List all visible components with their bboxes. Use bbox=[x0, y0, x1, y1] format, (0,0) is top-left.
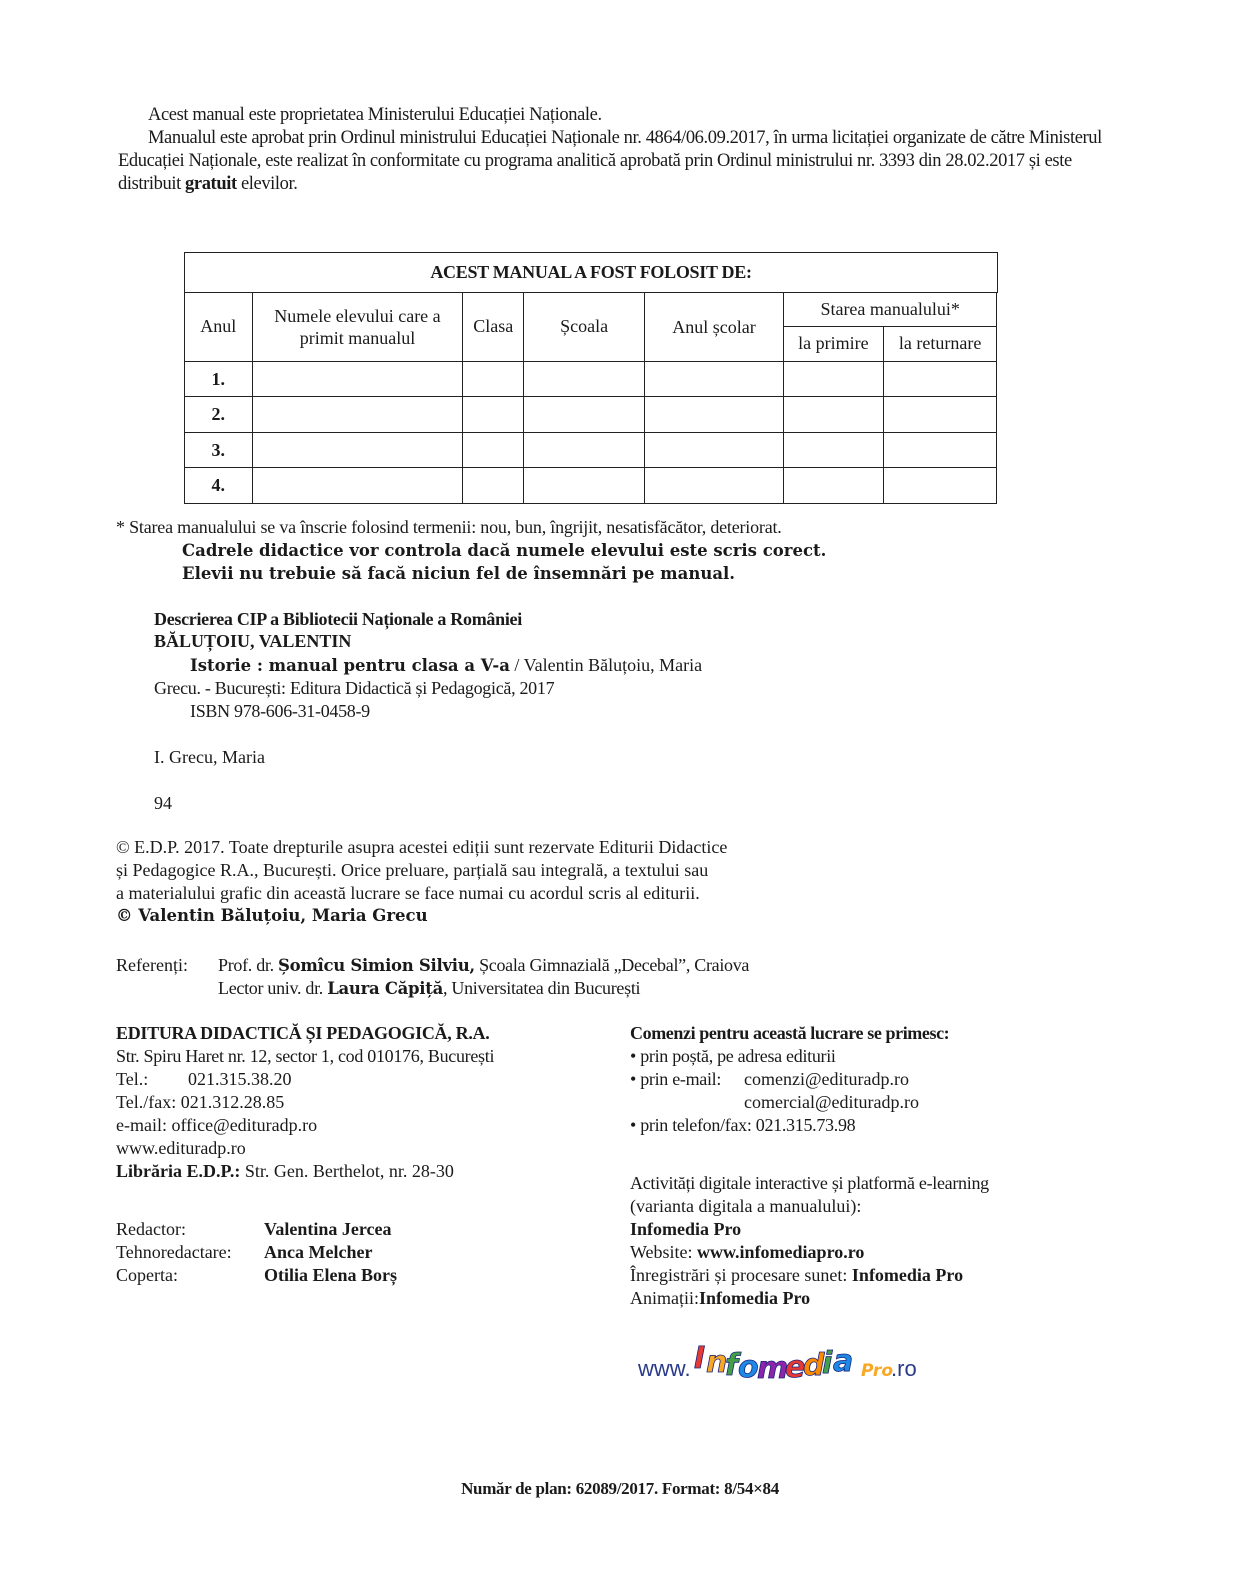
referee-1 bbox=[218, 954, 749, 977]
table-row bbox=[185, 397, 998, 433]
website-url[interactable]: www.infomediapro.ro bbox=[697, 1242, 865, 1262]
name-cell[interactable] bbox=[252, 468, 463, 504]
orders-email-label: • prin e-mail: bbox=[630, 1069, 722, 1089]
logo-letter: n bbox=[706, 1345, 728, 1380]
logo-letters bbox=[694, 1341, 853, 1386]
tehno-name: Anca Melcher bbox=[264, 1242, 373, 1262]
digital-audio bbox=[630, 1264, 963, 1286]
copyright-line-2: și Pedagogice R.A., București. Orice preluare, parțială sau integrală, a textului sau bbox=[116, 860, 709, 880]
digital-line-1: Activități digitale interactive și platformă e-learning bbox=[630, 1173, 989, 1193]
logo-www: www. bbox=[638, 1356, 691, 1381]
name-cell[interactable] bbox=[252, 432, 463, 468]
cip-title-rest: / Valentin Băluțoiu, Maria bbox=[514, 655, 703, 675]
logo-letter: o bbox=[738, 1350, 759, 1385]
referee-1-name: Șomîcu Simion Silviu, bbox=[278, 956, 475, 975]
row-number: 2. bbox=[185, 397, 253, 433]
bookstore-address: Str. Gen. Berthelot, nr. 28-30 bbox=[244, 1161, 454, 1181]
cip-title bbox=[190, 654, 702, 677]
audio-label: Înregistrări și procesare sunet: bbox=[630, 1265, 848, 1285]
copyright-line-3: a materialului grafic din această lucrare se face numai cu acordul scris al editurii. bbox=[116, 883, 700, 903]
gratuit-word: gratuit bbox=[185, 174, 237, 194]
publisher-website[interactable]: www.edituradp.ro bbox=[116, 1138, 246, 1158]
audio-company: Infomedia Pro bbox=[851, 1265, 964, 1285]
publisher-telfax: Tel./fax: 021.312.28.85 bbox=[116, 1092, 285, 1112]
publisher-address: Str. Spiru Haret nr. 12, sector 1, cod 010176, București bbox=[116, 1046, 495, 1066]
orders-email-1[interactable]: comenzi@edituradp.ro bbox=[744, 1069, 910, 1089]
col-starea: Starea manualului* bbox=[783, 292, 997, 327]
cip-publisher: Grecu. - București: Editura Didactică și Pedagogică, 2017 bbox=[154, 678, 555, 698]
orders-heading: Comenzi pentru această lucrare se primesc: bbox=[630, 1023, 950, 1043]
redactor-name: Valentina Jercea bbox=[264, 1219, 392, 1239]
digital-animations bbox=[630, 1287, 810, 1309]
publisher-tel-label: Tel.: bbox=[116, 1069, 149, 1089]
logo-tld: .ro bbox=[891, 1356, 917, 1381]
digital-company: Infomedia Pro bbox=[630, 1219, 742, 1239]
row-number: 3. bbox=[185, 432, 253, 468]
col-clasa: Clasa bbox=[463, 292, 524, 361]
logo-letter: f bbox=[725, 1348, 739, 1383]
row-number: 4. bbox=[185, 468, 253, 504]
table-row bbox=[185, 468, 998, 504]
col-la-primire: la primire bbox=[783, 327, 883, 362]
cip-heading: Descrierea CIP a Bibliotecii Naționale a României bbox=[154, 609, 522, 629]
referee-2-name: Laura Căpiță bbox=[327, 979, 443, 998]
logo-letter: d bbox=[803, 1348, 825, 1383]
orders-post: • prin poștă, pe adresa editurii bbox=[630, 1046, 836, 1066]
condition-note: * Starea manualului se va înscrie folosind termenii: nou, bun, îngrijit, nesatisfăcător, deteriorat. bbox=[116, 517, 782, 537]
referee-2-prefix: Lector univ. dr. bbox=[218, 978, 324, 998]
referee-2 bbox=[218, 977, 640, 1000]
copyright-authors: © Valentin Băluțoiu, Maria Grecu bbox=[116, 906, 428, 925]
logo-letter: e bbox=[785, 1350, 806, 1385]
usage-table-title: ACEST MANUAL A FOST FOLOSIT DE: bbox=[185, 253, 998, 293]
approval-text-end: elevilor. bbox=[240, 174, 298, 194]
animations-label: Animații: bbox=[630, 1288, 699, 1308]
logo-letter: I bbox=[694, 1341, 706, 1376]
copyright-line-1: © E.D.P. 2017. Toate drepturile asupra acestei ediții sunt rezervate Editurii Didactice bbox=[116, 837, 728, 857]
usage-table bbox=[184, 252, 998, 504]
name-cell[interactable] bbox=[252, 397, 463, 433]
teachers-note: Cadrele didactice vor controla dacă numele elevului este scris corect. bbox=[182, 541, 827, 560]
orders-email-2[interactable]: comercial@edituradp.ro bbox=[744, 1092, 919, 1112]
approval-text-main: Manualul este aprobat prin Ordinul ministrului Educației Naționale nr. 4864/06.09.2017, în urma licitației organizate de către Ministerul Educației Naționale, este realizat în conformitate cu programa analitică aprobată prin Ordinul ministrului nr. 3393 din 28.02.2017 și este distribuit bbox=[118, 128, 1102, 194]
infomedia-logo[interactable] bbox=[636, 1330, 936, 1390]
website-label: Website: bbox=[630, 1242, 693, 1262]
col-anul-scolar: Anul școlar bbox=[645, 292, 784, 361]
infomedia-logo-graphic bbox=[636, 1330, 936, 1390]
cip-title-bold: Istorie : manual pentru clasa a V-a bbox=[190, 656, 510, 675]
publisher-name: EDITURA DIDACTICĂ ȘI PEDAGOGICĂ, R.A. bbox=[116, 1023, 490, 1043]
logo-letter: a bbox=[833, 1344, 854, 1379]
approval-text bbox=[118, 127, 1128, 196]
logo-letter: i bbox=[822, 1346, 833, 1381]
row-number: 1. bbox=[185, 361, 253, 397]
publisher-tel: 021.315.38.20 bbox=[188, 1069, 292, 1089]
col-numele: Numele elevului care a primit manualul bbox=[252, 292, 463, 361]
table-row bbox=[185, 361, 998, 397]
ownership-line: Acest manual este proprietatea Ministerului Educației Naționale. bbox=[148, 105, 602, 125]
orders-phone: • prin telefon/fax: 021.315.73.98 bbox=[630, 1115, 856, 1135]
coperta-name: Otilia Elena Borș bbox=[264, 1265, 398, 1285]
students-note: Elevii nu trebuie să facă niciun fel de însemnări pe manual. bbox=[182, 564, 736, 583]
cip-coauthor: I. Grecu, Maria bbox=[154, 747, 265, 767]
col-scoala: Școala bbox=[524, 292, 645, 361]
tehno-label: Tehnoredactare: bbox=[116, 1242, 232, 1262]
cip-classification: 94 bbox=[154, 793, 172, 813]
table-row bbox=[185, 432, 998, 468]
name-cell[interactable] bbox=[252, 361, 463, 397]
digital-website bbox=[630, 1241, 864, 1263]
intro-paragraph bbox=[118, 104, 1128, 196]
col-anul: Anul bbox=[185, 292, 253, 361]
referee-1-institution: Școala Gimnazială „Decebal”, Craiova bbox=[479, 955, 750, 975]
digital-line-2: (varianta digitala a manualului): bbox=[630, 1196, 862, 1216]
cip-isbn: ISBN 978-606-31-0458-9 bbox=[190, 701, 370, 721]
logo-letter: m bbox=[757, 1351, 789, 1386]
referee-1-prefix: Prof. dr. bbox=[218, 955, 274, 975]
publisher-bookstore bbox=[116, 1160, 454, 1182]
col-la-returnare: la returnare bbox=[883, 327, 997, 362]
referee-2-institution: , Universitatea din București bbox=[442, 978, 641, 998]
redactor-label: Redactor: bbox=[116, 1219, 186, 1239]
referees-label: Referenți: bbox=[116, 955, 188, 975]
coperta-label: Coperta: bbox=[116, 1265, 178, 1285]
logo-pro: Pro bbox=[861, 1361, 893, 1381]
animations-company: Infomedia Pro bbox=[699, 1288, 811, 1308]
bookstore-label: Librăria E.D.P.: bbox=[116, 1161, 241, 1181]
print-plan-footer: Număr de plan: 62089/2017. Format: 8/54×84 bbox=[461, 1479, 779, 1498]
publisher-email[interactable]: e-mail: office@edituradp.ro bbox=[116, 1115, 318, 1135]
cip-author: BĂLUȚOIU, VALENTIN bbox=[154, 631, 352, 651]
